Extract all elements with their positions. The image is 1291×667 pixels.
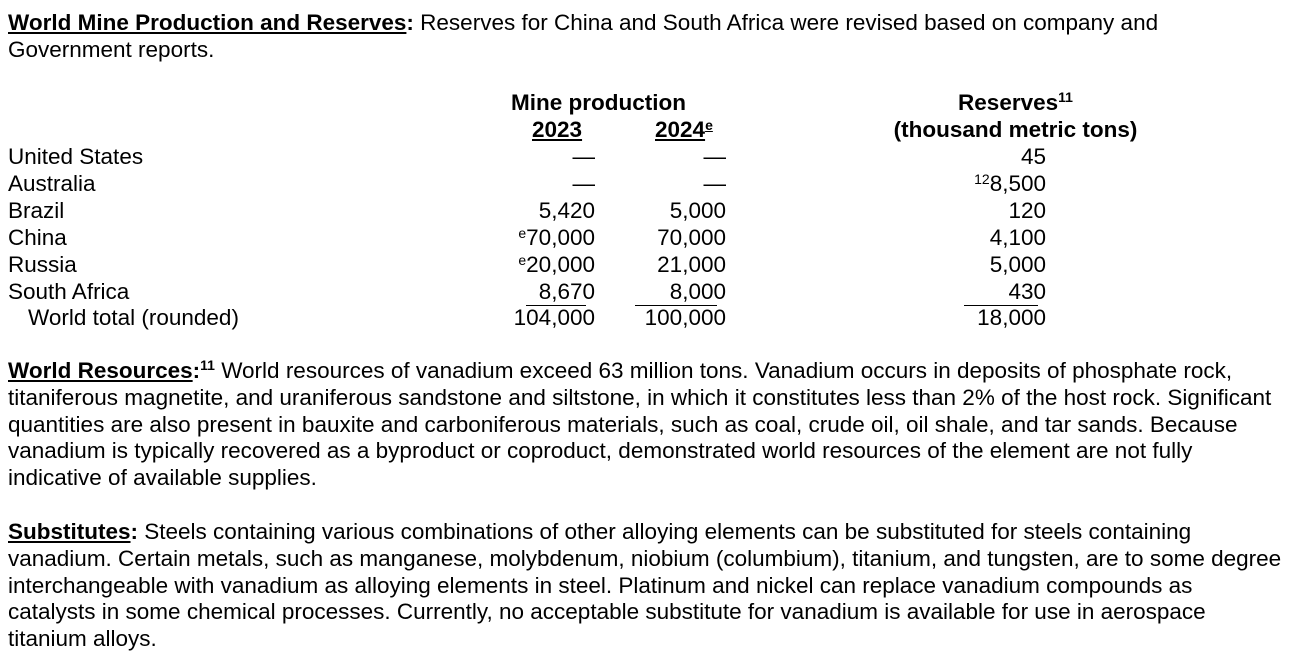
reserves-value: 4,100 <box>989 225 1046 250</box>
production-2024: 5,000 <box>669 198 726 223</box>
total-2023: 104,000 <box>513 305 595 330</box>
country-name: Brazil <box>8 198 65 223</box>
total-2024: 100,000 <box>644 305 726 330</box>
substitutes-paragraph: Substitutes: Steels containing various combinations of other alloying elements can be substituted for steels containing vanadium. Certain metals, such as manganese, molybdenum, niobium (columbium), titanium, and tungsten, are to some degree interchangeable with vanadium as alloying elements in steel. Platinum and nickel can replace vanadium compounds as catalysts in some chemical processes. Currently, no acceptable substitute for vanadium is available for use in aerospace titanium alloys. <box>8 519 1282 652</box>
reserves-units: (thousand metric tons) <box>893 117 1138 142</box>
year-2023-header: 2023 <box>532 117 583 142</box>
production-2024: 70,000 <box>657 225 726 250</box>
year-2024-header: 2024e <box>655 117 713 142</box>
production-2023: $^e$20,000 <box>518 252 595 277</box>
reserves-value: $^{12}$8,500 <box>974 171 1046 196</box>
reserves-header: Reserves$^{11}$ <box>958 89 1073 115</box>
production-2023: 5,420 <box>538 198 595 223</box>
world-resources-footnote: 11 <box>200 357 215 373</box>
reserves-value: 430 <box>1008 279 1046 304</box>
table-row <box>8 198 1108 225</box>
substitutes-heading: Substitutes <box>8 519 131 544</box>
country-name: Australia <box>8 171 96 196</box>
reserves-footnote: 11 <box>1058 89 1073 105</box>
reserves-value: 5,000 <box>989 252 1046 277</box>
table-row <box>8 171 1108 198</box>
world-resources-text: World resources of vanadium exceed 63 million tons. Vanadium occurs in deposits of phosphate rock, titaniferous magnetite, and uraniferous sandstone and siltstone, in which it constitutes less than 2% of the host rock. Significant quantities are also present in bauxite and carboniferous materials, such as coal, crude oil, oil shale, and tar sands. Because vanadium is typically recovered as a byproduct or coproduct, demonstrated world resources of the element are not fully indicative of available supplies. <box>8 358 1272 491</box>
reserves-note: 12 <box>974 171 990 187</box>
country-name: Russia <box>8 252 77 277</box>
production-2024: 8,000 <box>669 279 726 304</box>
production-2024: 21,000 <box>657 252 726 277</box>
world-resources-heading: World Resources <box>8 358 193 383</box>
reserves-value: 120 <box>1008 198 1046 223</box>
production-2023: — <box>572 171 595 196</box>
total-row <box>8 305 1108 332</box>
country-name: United States <box>8 144 144 169</box>
table-row <box>8 279 1108 306</box>
mine-production-header: Mine production <box>511 90 686 115</box>
country-name: China <box>8 225 67 250</box>
reserves-value: 45 <box>1020 144 1046 169</box>
mine-production-text: Reserves for China and South Africa were revised based on company and Government reports. <box>8 10 1159 62</box>
production-2024: — <box>703 144 726 169</box>
substitutes-text: Steels containing various combinations of other alloying elements can be substituted for steels containing vanadium. Certain metals, such as manganese, molybdenum, niobium (columbium), titanium, and tungsten, are to some degree interchangeable with vanadium as alloying elements in steel. Platinum and nickel can replace vanadium compounds as catalysts in some chemical processes. Currently, no acceptable substitute for vanadium is available for use in aerospace titanium alloys. <box>8 519 1282 652</box>
production-2023: — <box>572 144 595 169</box>
mine-production-heading: World Mine Production and Reserves <box>8 10 407 35</box>
production-2023-note: e <box>518 252 527 268</box>
total-label: World total (rounded) <box>28 305 239 330</box>
mine-production-paragraph: World Mine Production and Reserves: Reserves for China and South Africa were revised based on company and Government reports. <box>8 10 1159 62</box>
country-name: South Africa <box>8 279 130 304</box>
production-2024: — <box>703 171 726 196</box>
production-2023-note: e <box>518 225 527 241</box>
total-reserves: 18,000 <box>977 305 1046 330</box>
production-2023: 8,670 <box>538 279 595 304</box>
table-row <box>8 144 1108 171</box>
table-row <box>8 252 1108 279</box>
production-2023: $^e$70,000 <box>518 225 595 250</box>
world-resources-paragraph: World Resources:$^{11}$ World resources of vanadium exceed 63 million tons. Vanadium occurs in deposits of phosphate rock, titaniferous magnetite, and uraniferous sandstone and siltstone, in which it constitutes less than 2% of the host rock. Significant quantities are also present in bauxite and carboniferous materials, such as coal, crude oil, oil shale, and tar sands. Because vanadium is typically recovered as a byproduct or coproduct, demonstrated world resources of the element are not fully indicative of available supplies. <box>8 357 1272 491</box>
estimate-note: e <box>705 117 713 133</box>
table-row <box>8 225 1108 252</box>
